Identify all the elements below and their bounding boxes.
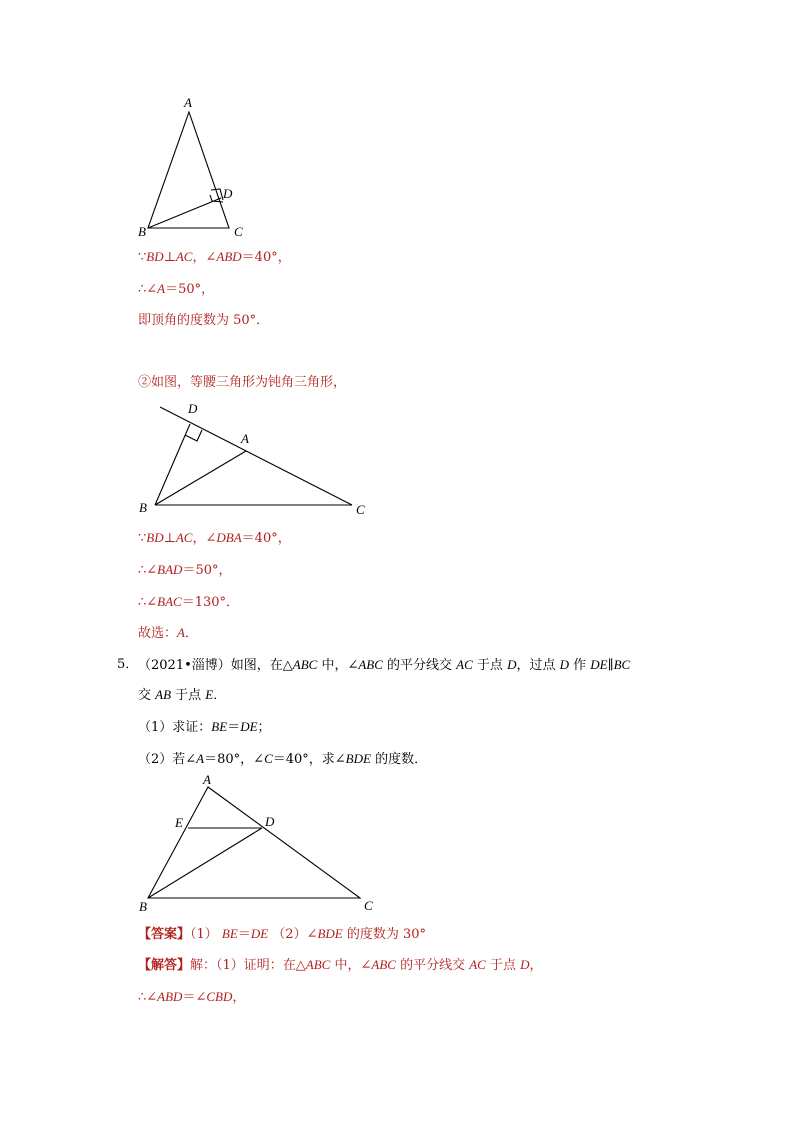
math: BE	[221, 926, 238, 941]
text: ⊥	[163, 531, 176, 546]
solution-obtuse-line-3	[138, 593, 239, 612]
text: 中，∠	[330, 958, 372, 973]
math: AC	[175, 530, 193, 545]
fig2-label-d: D	[188, 401, 198, 416]
text: 的平分线交	[395, 958, 470, 973]
math: DE	[250, 926, 269, 941]
math: BDE	[345, 751, 371, 766]
text: ＝50°，	[165, 282, 215, 297]
text: 的度数为 30°	[342, 927, 427, 942]
problem-5-number: 5．	[117, 657, 139, 672]
text: ＝40°，	[241, 250, 291, 265]
fig3-label-c: C	[364, 898, 373, 913]
solution-obtuse-line-2	[138, 561, 232, 580]
problem-5-question-1	[138, 718, 271, 737]
math: A	[196, 751, 205, 766]
figure-obtuse-triangle	[130, 395, 380, 525]
math: BD	[146, 249, 164, 264]
math: AC	[469, 957, 486, 972]
fig3-label-d: D	[265, 814, 275, 829]
math: BAD	[157, 562, 183, 577]
analysis-tag: 【解答】	[138, 958, 191, 973]
text: ＝80°，∠	[204, 752, 265, 767]
answer-line	[138, 925, 426, 944]
fig2-label-c: C	[356, 502, 365, 517]
math: AC	[175, 249, 193, 264]
text: 中，∠	[317, 658, 359, 673]
math: DE	[240, 719, 258, 734]
analysis-line-1	[138, 956, 543, 975]
math: C	[264, 751, 273, 766]
text: ＝40°，	[241, 531, 291, 546]
problem-5-question-2	[138, 750, 427, 769]
case-2-heading	[138, 374, 346, 392]
text: 于点	[171, 688, 206, 703]
text: ＝130°．	[181, 595, 240, 610]
text: ∴∠	[138, 563, 158, 578]
text: ，过点	[516, 658, 560, 673]
fig1-label-a: A	[184, 95, 192, 110]
math: BC	[613, 657, 631, 672]
problem-5-line-1	[138, 656, 630, 675]
text: ；	[257, 720, 271, 735]
text: ＝	[227, 720, 241, 735]
text: 作	[568, 658, 591, 673]
text: ∴∠	[138, 595, 158, 610]
text: ，	[232, 990, 246, 1005]
case-marker: ②	[138, 375, 152, 390]
text: ∥	[607, 658, 614, 673]
text: ，∠	[192, 250, 217, 265]
text: 的度数．	[370, 752, 428, 767]
analysis-line-2	[138, 988, 245, 1007]
text: 交	[138, 688, 156, 703]
text: （1）	[190, 927, 222, 942]
figure-acute-triangle	[130, 90, 270, 240]
solution-acute-line-3: 即顶角的度数为 50°．	[138, 313, 270, 328]
text: ＝∠	[182, 990, 207, 1005]
solution-obtuse-line-4	[138, 624, 198, 643]
math: DBA	[216, 530, 242, 545]
math: ABC	[358, 657, 383, 672]
text: （2021•淄博）如图，在△	[138, 658, 293, 673]
fig2-label-b: B	[139, 500, 147, 515]
text: 于点	[472, 658, 508, 673]
math: BDE	[317, 926, 343, 941]
text: ∵	[138, 250, 147, 265]
text: ∴∠	[138, 282, 158, 297]
problem-5-line-2	[138, 686, 226, 705]
text: ，	[529, 958, 543, 973]
text: ＝50°，	[182, 563, 232, 578]
text: ⊥	[163, 250, 176, 265]
solution-obtuse-line-1	[138, 529, 291, 548]
text: ∵	[138, 531, 147, 546]
text: （2）若∠	[138, 752, 197, 767]
math: D	[559, 657, 569, 672]
text: ＝	[237, 927, 251, 942]
math: ABC	[292, 657, 318, 672]
text: ．	[184, 626, 198, 641]
text: ．	[213, 688, 227, 703]
math: AB	[155, 687, 172, 702]
solution-acute-line-1	[138, 248, 291, 267]
solution-acute-line-2	[138, 280, 214, 299]
fig1-label-c: C	[234, 224, 243, 239]
math: A	[157, 281, 166, 296]
text: ，∠	[192, 531, 217, 546]
math: E	[205, 687, 214, 702]
figure-triangle-bisector	[130, 770, 390, 920]
case-text: 如图，等腰三角形为钝角三角形，	[151, 375, 347, 390]
math: DE	[590, 657, 608, 672]
math: ABD	[216, 249, 242, 264]
math: D	[520, 957, 530, 972]
fig1-label-d: D	[223, 186, 233, 201]
text: 于点	[485, 958, 521, 973]
math: ABD	[157, 989, 183, 1004]
math: AC	[456, 657, 473, 672]
text: （2）∠	[268, 927, 318, 942]
fig2-label-a: A	[241, 431, 249, 446]
answer-tag: 【答案】	[138, 927, 191, 942]
math: ABC	[371, 957, 396, 972]
fig3-label-b: B	[139, 899, 147, 914]
math: BD	[146, 530, 164, 545]
text: ＝40°，求∠	[272, 752, 346, 767]
fig3-label-a: A	[203, 772, 211, 787]
fig3-label-e: E	[175, 815, 183, 830]
text: ∴∠	[138, 990, 158, 1005]
math: CBD	[206, 989, 233, 1004]
text: 故选：	[138, 626, 178, 641]
text: 的平分线交	[382, 658, 457, 673]
text: 解：（1）证明：在△	[190, 958, 306, 973]
math: BAC	[157, 594, 182, 609]
fig1-label-b: B	[138, 224, 146, 239]
text: （1）求证：	[138, 720, 212, 735]
math: ABC	[305, 957, 331, 972]
math: BE	[211, 719, 228, 734]
math: D	[507, 657, 517, 672]
math: A	[177, 625, 185, 640]
